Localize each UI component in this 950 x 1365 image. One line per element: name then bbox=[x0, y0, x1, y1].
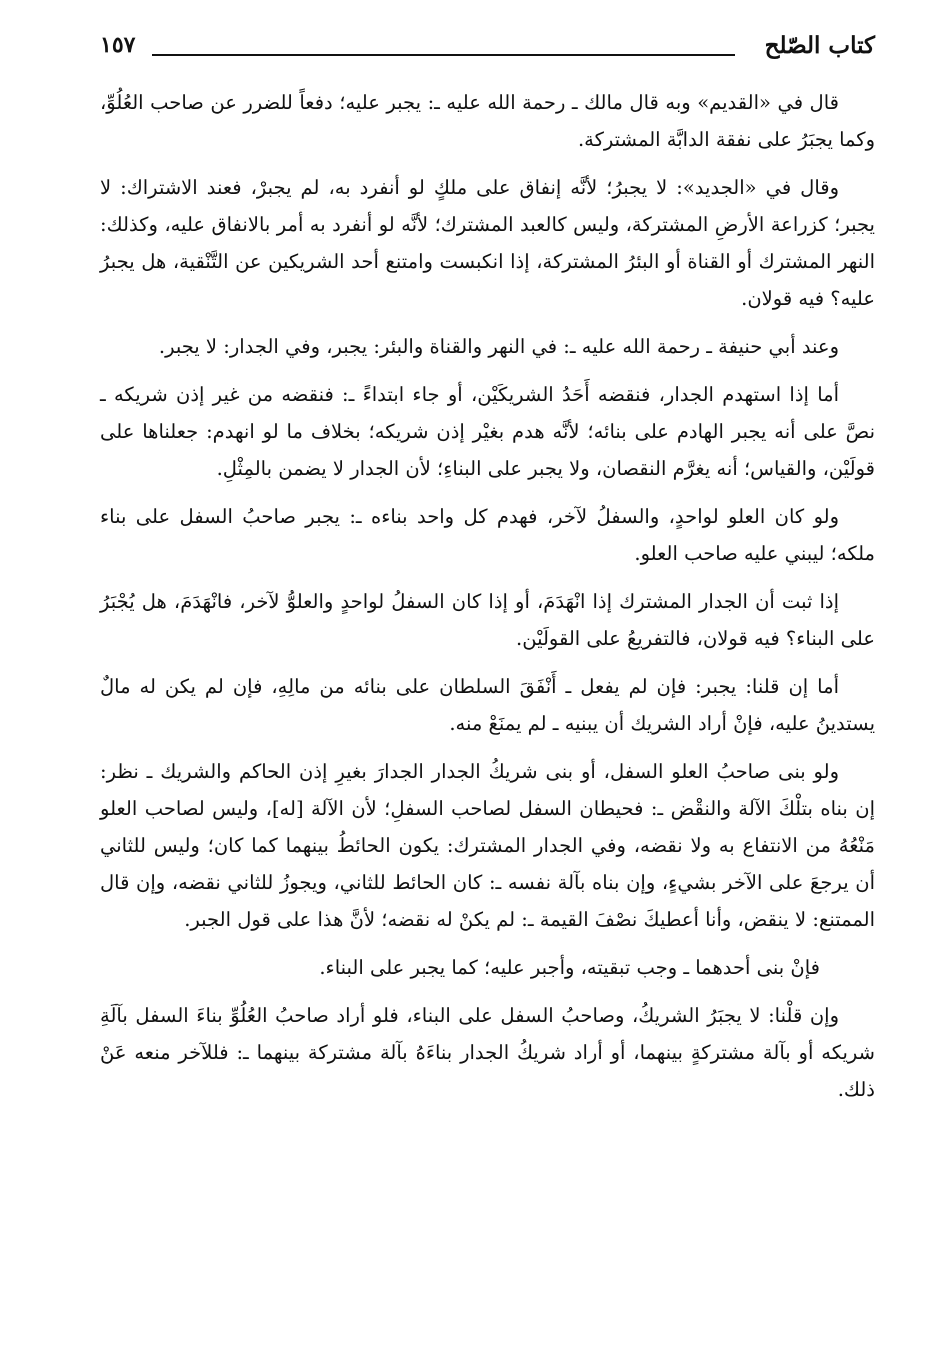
header-rule bbox=[152, 54, 735, 56]
paragraph-1: قال في «القديم» وبه قال مالك ـ رحمة الله عليه ـ: يجبر عليه؛ دفعاً للضرر عن صاحب العُلُوِّ، وكما يجبَرُ على نفقة الدابَّة المشتركة. bbox=[100, 91, 875, 151]
paragraph-6: إذا ثبت أن الجدار المشترك إذا انْهَدَمَ، أو إذا كان السفلُ لواحدٍ والعلوُّ لآخر، فانْهَدَمَ، هل يُجْبَرُ على البناء؟ فيه قولان، فالتفريعُ على القولَيْن. bbox=[100, 590, 875, 650]
body-text bbox=[100, 84, 875, 1119]
paragraph-4: أما إذا استهدم الجدار، فنقضه أَحَدُ الشريكَيْن، أو جاء ابتداءً ـ: فنقضه من غير إذن شريكه ـ نصَّ على أنه يجبر الهادم على بنائه؛ لأنَّه هدم بغيْر إذن شريكه؛ بخلاف ما لو انهدم: جعلناها على قولَيْن، والقياس؛ أنه يغرَّم النقصان، ولا يجبر على البناءِ؛ لأن الجدار لا يضمن بالمِثْلِ. bbox=[100, 383, 875, 480]
page-number: ١٥٧ bbox=[100, 32, 136, 58]
paragraph-7: أما إن قلنا: يجبر: فإن لم يفعل ـ أَنْفَقَ السلطان على بنائه من مالِهِ، فإن لم يكن له مالٌ يستدينُ عليه، فإنْ أراد الشريك أن يبنيه ـ لم يمنَعْ منه. bbox=[100, 675, 875, 735]
paragraph-2: وقال في «الجديد»: لا يجبرُ؛ لأنَّه إنفاق على ملكٍ لو أنفرد به، لم يجبرْ، فعند الاشتراك: لا يجبر؛ كزراعة الأرضِ المشتركة، وليس كالعبد المشترك؛ لأنَّه لو أنفرد به أمر بالانفاق عليه، وكذلك: النهر المشترك أو القناة أو البئرُ المشتركة، إذا انكبست وامتنع أحد الشريكين عن التَّنْقية، هل يجبرُ عليه؟ فيه قولان. bbox=[100, 176, 875, 310]
paragraph-8: ولو بنى صاحبُ العلو السفل، أو بنى شريكُ الجدار الجدارَ بغيرِ إذن الحاكم والشريك ـ نظر: إن بناه بتلْكَ الآلة والنقْض ـ: فحيطان السفل لصاحب السفلِ؛ لأن الآلة [له]، وليس لصاحب العلو مَنْعُهُ من الانتفاع به ولا نقضه، وفي الجدار المشترك: يكون الحائطُ بينهما كما كان؛ وليس للثاني أن يرجعَ على الآخر بشيءٍ، وإن بناه بآلة نفسه ـ: كان الحائط للثاني، ويجوزُ للثاني نقضه، وإن قال الممتنع: لا ينقض، وأنا أعطيكَ نصْفَ القيمة ـ: لم يكنْ له نقضه؛ لأنَّ هذا على قول الجبر. bbox=[100, 760, 875, 931]
paragraph-10: وإن قلْنا: لا يجبَرُ الشريكُ، وصاحبُ السفل على البناء، فلو أراد صاحبُ العُلُوِّ بناءَ السفل بآلَةِ شريكه أو بآلة مشتركةٍ بينهما، أو أراد شريكُ الجدار بناءَهُ بآلة مشتركة بينهما ـ: فللآخر منعه عَنْ ذلك. bbox=[100, 1004, 875, 1101]
chapter-title: كتاب الصّلح bbox=[764, 32, 875, 59]
paragraph-3: وعند أبي حنيفة ـ رحمة الله عليه ـ: في النهر والقناة والبئر: يجبر، وفي الجدار: لا يجبر. bbox=[158, 335, 839, 358]
paragraph-9: فإنْ بنى أحدهما ـ وجب تبقيته، وأجبر عليه؛ كما يجبر على البناء. bbox=[319, 956, 820, 979]
running-header bbox=[100, 30, 875, 66]
paragraph-5: ولو كان العلو لواحدٍ، والسفلُ لآخر، فهدم كل واحد بناءه ـ: يجبر صاحبُ السفل على بناء ملكه؛ ليبني عليه صاحب العلو. bbox=[100, 505, 875, 565]
